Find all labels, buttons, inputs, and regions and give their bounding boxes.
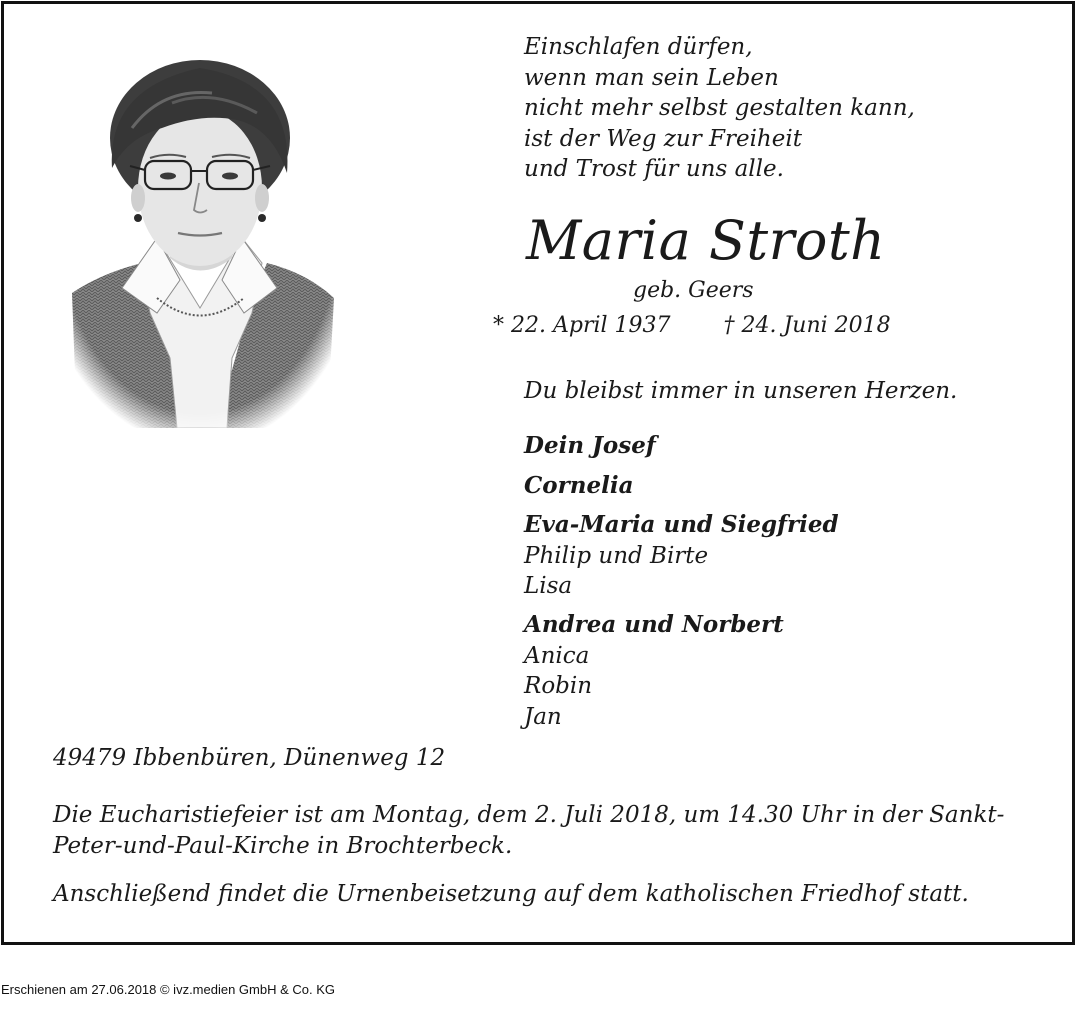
life-dates: [493, 311, 891, 341]
family-group: [524, 510, 839, 602]
family-member: Jan: [524, 703, 562, 730]
family-group: [524, 471, 634, 502]
portrait-photo: [62, 58, 338, 428]
poem-line: und Trost für uns alle.: [524, 156, 784, 182]
publication-footer: Erschienen am 27.06.2018 © ivz.medien GmbH & Co. KG: [1, 982, 336, 997]
family-heading: Andrea und Norbert: [524, 611, 784, 638]
poem-line: nicht mehr selbst gestalten kann,: [524, 95, 915, 121]
family-member: Robin: [524, 673, 593, 699]
motto: Du bleibst immer in unseren Herzen.: [524, 378, 958, 404]
family-member: Anica: [524, 642, 590, 669]
family-heading: Cornelia: [524, 472, 634, 499]
maiden-name: geb. Geers: [633, 278, 754, 303]
death-date: † 24. Juni 2018: [723, 313, 891, 338]
family-heading: Dein Josef: [524, 432, 656, 459]
poem-line: Einschlafen dürfen,: [524, 34, 753, 60]
family-member: Lisa: [524, 573, 573, 599]
address: 49479 Ibbenbüren, Dünenweg 12: [53, 745, 446, 771]
birth-date: * 22. April 1937: [493, 313, 671, 338]
family-heading: Eva-Maria und Siegfried: [524, 511, 839, 538]
deceased-name: Maria Stroth: [526, 209, 886, 272]
family-group: [524, 431, 656, 462]
family-group: [524, 610, 784, 732]
family-member: Philip und Birte: [524, 542, 709, 569]
poem: [524, 32, 915, 185]
poem-line: ist der Weg zur Freiheit: [524, 125, 802, 152]
ceremony-info: Die Eucharistiefeier ist am Montag, dem 2. Juli 2018, um 14.30 Uhr in der Sankt-Peter-und-Paul-Kirche in Brochterbeck.: [53, 802, 1005, 859]
burial-info: Anschließend findet die Urnenbeisetzung auf dem katholischen Friedhof statt.: [53, 881, 969, 907]
poem-line: wenn man sein Leben: [524, 64, 779, 91]
